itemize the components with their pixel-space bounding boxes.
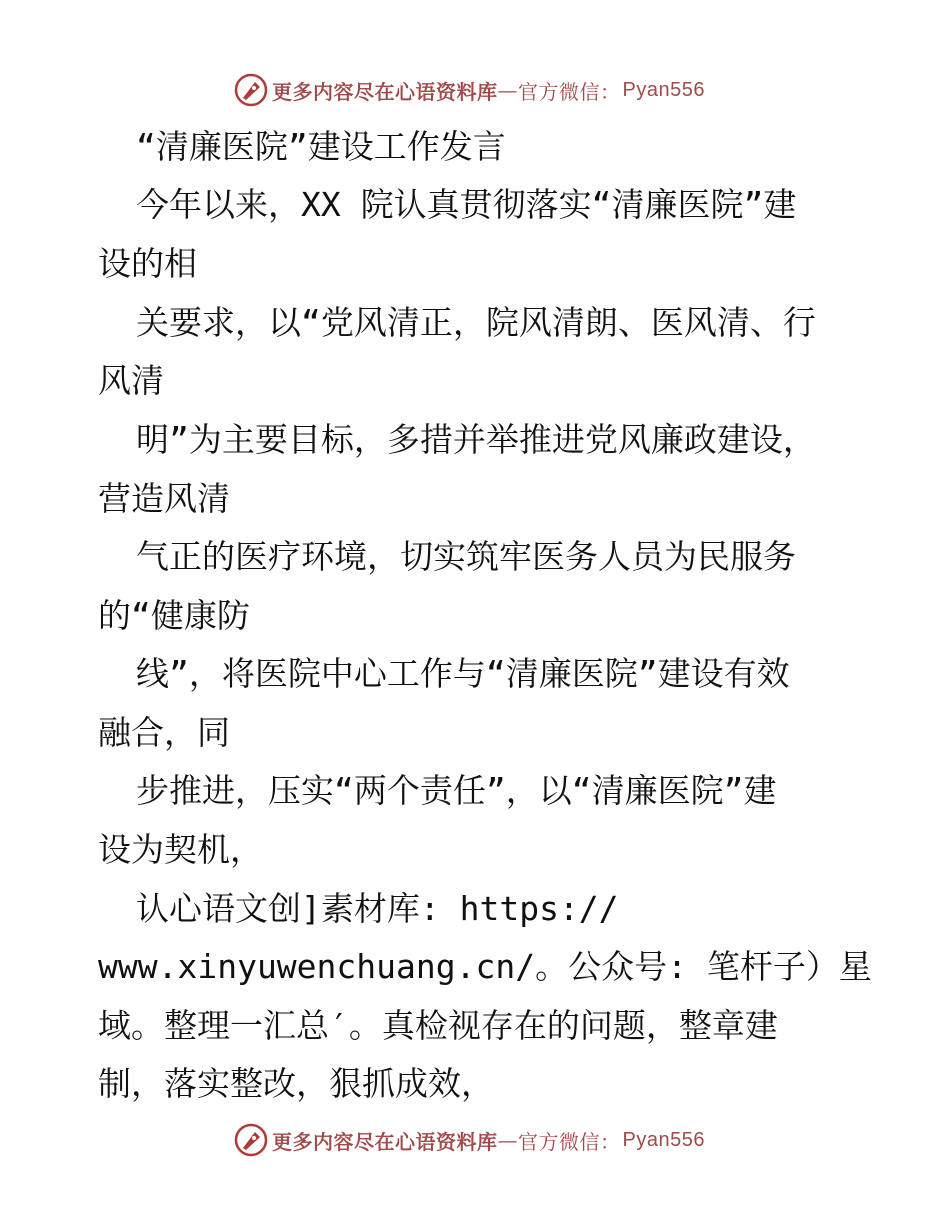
- watermark-sub-text: 官方微信：: [518, 1129, 621, 1154]
- watermark-main-text: 更多内容尽在心语资料库: [272, 1129, 498, 1154]
- paragraph-line: 认心语文创]素材库: https://: [136, 889, 619, 928]
- watermark-banner-bottom: [234, 1120, 705, 1160]
- document-title: “清廉医院”建设工作发言: [136, 127, 506, 166]
- paragraph-line: 制，落实整改，狠抓成效，: [98, 1064, 494, 1103]
- paragraph-line: 今年以来，XX 院认真贯彻落实“清廉医院”建: [136, 185, 797, 224]
- paragraph-line: 营造风清: [98, 479, 230, 518]
- watermark-sub-text: 官方微信：: [518, 79, 621, 104]
- paragraph-line: www.xinyuwenchuang.cn/。公众号: 笔杆子）星: [98, 947, 872, 986]
- paragraph-line: 域。整理一汇总′。真检视存在的问题，整章建: [98, 1006, 778, 1045]
- watermark-main-text: 更多内容尽在心语资料库: [272, 79, 498, 104]
- paragraph-line: 融合，同: [98, 713, 230, 752]
- pen-nib-logo-icon: [234, 1123, 268, 1157]
- paragraph-line: 步推进，压实“两个责任”，以“清廉医院”建: [136, 771, 777, 810]
- pen-nib-logo-icon: [234, 73, 268, 107]
- watermark-handle: Pyan556: [622, 78, 705, 101]
- watermark-handle: Pyan556: [622, 1128, 705, 1151]
- paragraph-line: 线”，将医院中心工作与“清廉医院”建设有效: [136, 654, 790, 693]
- paragraph-line: 设的相: [98, 244, 197, 283]
- watermark-separator: —: [497, 1128, 518, 1152]
- paragraph-line: 风清: [98, 361, 164, 400]
- paragraph-line: 气正的医疗环境，切实筑牢医务人员为民服务: [136, 537, 796, 576]
- paragraph-line: 设为契机，: [98, 830, 263, 869]
- paragraph-line: 关要求，以“党风清正，院风清朗、医风清、行: [136, 303, 816, 342]
- watermark-banner-top: [234, 70, 705, 110]
- paragraph-line: 的“健康防: [98, 596, 250, 635]
- paragraph-line: 明”为主要目标，多措并举推进党风廉政建设，: [136, 420, 816, 459]
- watermark-separator: —: [497, 78, 518, 102]
